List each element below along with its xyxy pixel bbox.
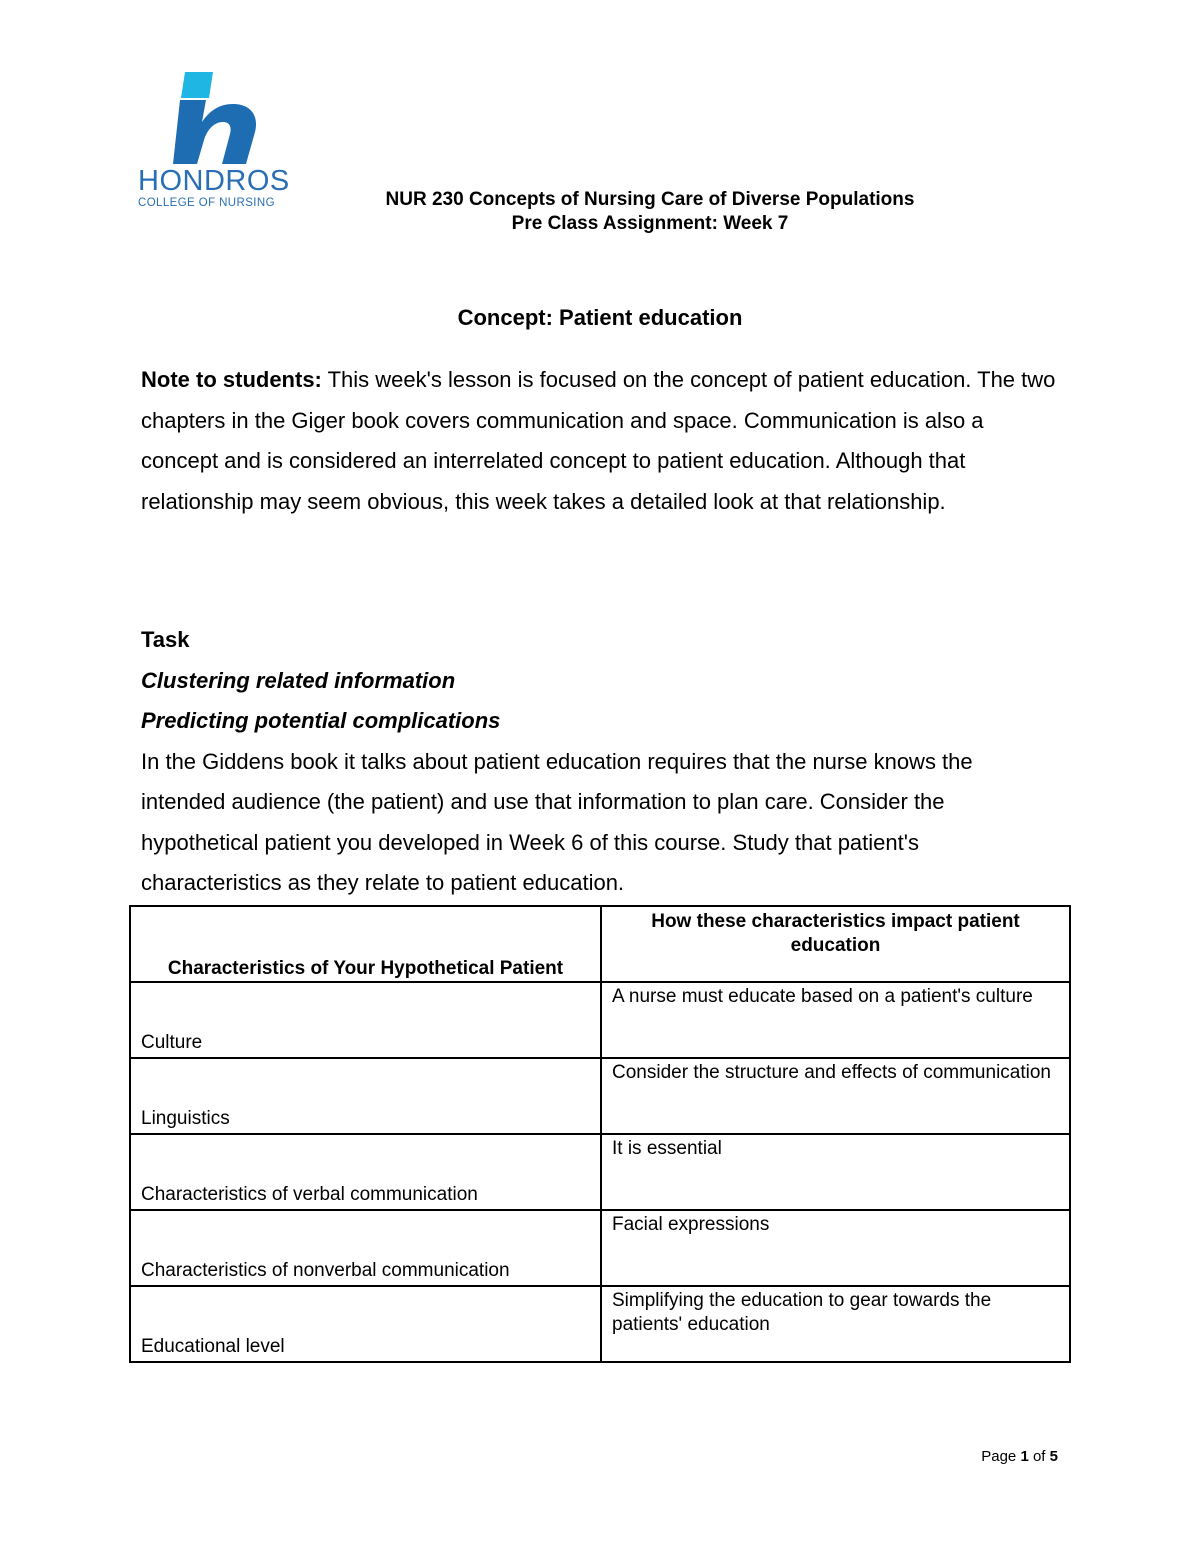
impact-cell: Simplifying the education to gear towards the patients' education (601, 1286, 1070, 1362)
assignment-title: Pre Class Assignment: Week 7 (511, 213, 789, 234)
note-to-students (141, 360, 1061, 522)
characteristic-cell: Culture (130, 982, 601, 1058)
table-row (130, 1286, 1070, 1362)
task-heading: Task (141, 627, 190, 652)
characteristic-cell: Characteristics of nonverbal communication (130, 1210, 601, 1286)
of-word: of (1032, 1448, 1046, 1465)
characteristic-cell: Characteristics of verbal communication (130, 1134, 601, 1210)
task-subheading-predicting: Predicting potential complications (141, 708, 501, 733)
task-section (141, 620, 1061, 904)
characteristic-cell: Educational level (130, 1286, 601, 1362)
logo-subtitle: COLLEGE OF NURSING (138, 197, 275, 209)
table-header-characteristics: Characteristics of Your Hypothetical Patient (130, 906, 601, 982)
table-header-impact: How these characteristics impact patient education (601, 906, 1070, 982)
table-row (130, 1058, 1070, 1134)
note-label: Note to students: (141, 367, 322, 392)
page-number (981, 1448, 1058, 1465)
total-pages: 5 (1049, 1448, 1058, 1465)
characteristics-table (129, 905, 1071, 1363)
table-row (130, 982, 1070, 1058)
logo-name: HONDROS (138, 165, 290, 197)
page-word: Page (981, 1448, 1017, 1465)
impact-cell: It is essential (601, 1134, 1070, 1210)
college-logo (138, 70, 298, 210)
impact-cell: Consider the structure and effects of communication (601, 1058, 1070, 1134)
impact-cell: A nurse must educate based on a patient's culture (601, 982, 1070, 1058)
concept-title: Concept: Patient education (457, 305, 743, 330)
course-title: NUR 230 Concepts of Nursing Care of Diverse Populations (385, 189, 915, 210)
current-page: 1 (1020, 1448, 1029, 1465)
table-row (130, 1210, 1070, 1286)
task-subheading-clustering: Clustering related information (141, 667, 456, 693)
document-header (300, 188, 1000, 236)
hondros-h-logo-icon (138, 70, 268, 165)
task-text: In the Giddens book it talks about patient education requires that the nurse knows the intended audience (the patient) and use that information to plan care. Consider the hypothetical patient you developed in Week 6 of this course. Study that patient's characteristics as they relate to patient education. (141, 748, 973, 895)
impact-cell: Facial expressions (601, 1210, 1070, 1286)
table-row (130, 1134, 1070, 1210)
note-text: This week's lesson is focused on the concept of patient education. The two chapters in the Giger book covers communication and space. Communication is also a concept and is considered an interrelated concept to patient education. Although that relationship may seem obvious, this week takes a detailed look at that relationship. (141, 367, 1056, 514)
table-header-row (130, 906, 1070, 982)
characteristic-cell: Linguistics (130, 1058, 601, 1134)
